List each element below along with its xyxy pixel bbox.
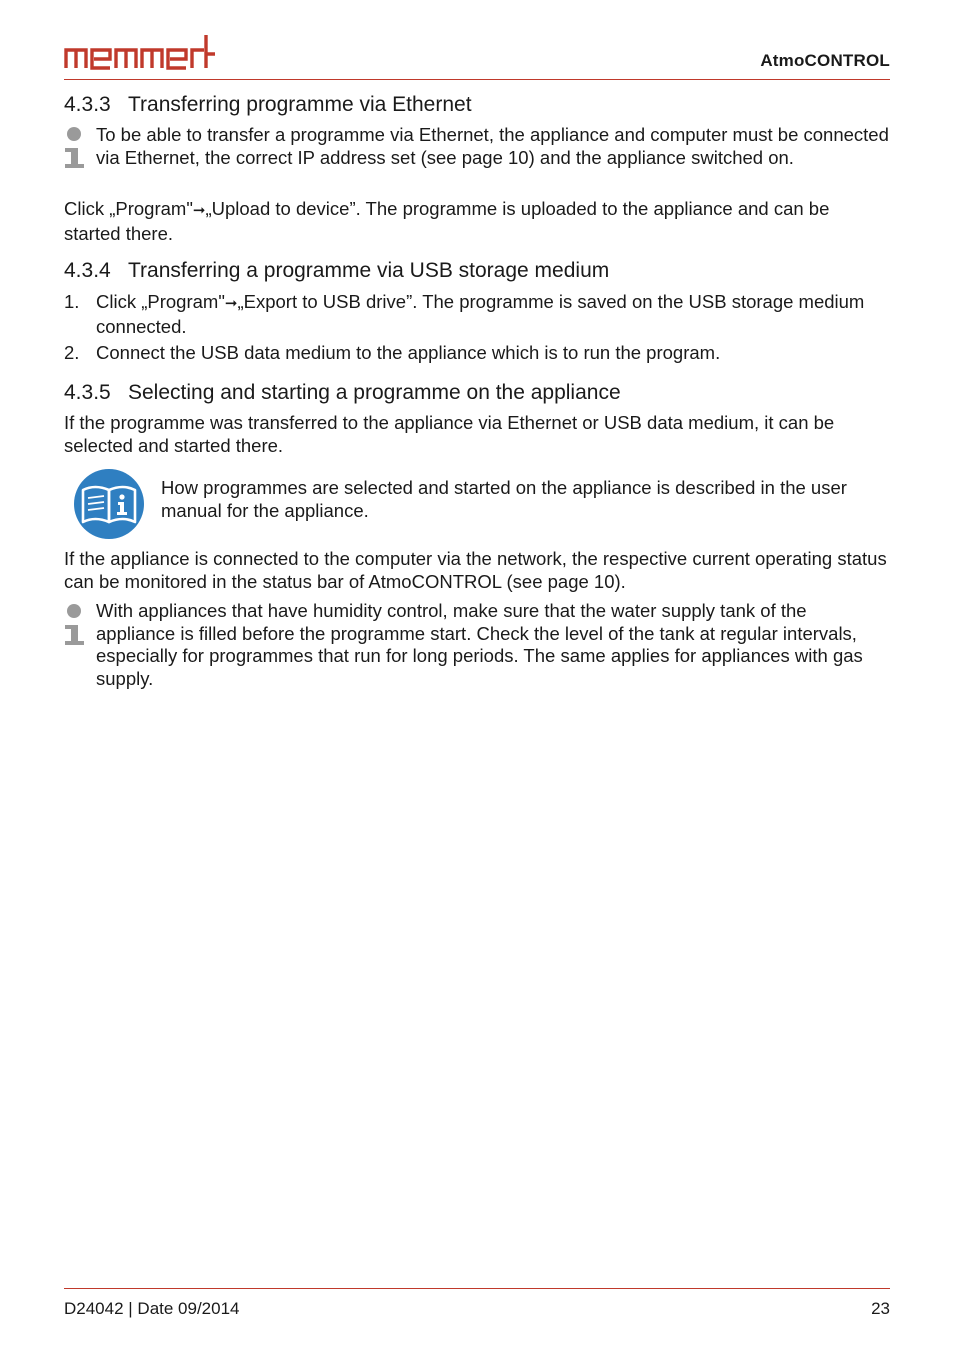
footer-rule xyxy=(64,1288,890,1289)
footer-doc-info: D24042 | Date 09/2014 xyxy=(64,1299,240,1318)
section-number: 4.3.3 xyxy=(64,93,111,116)
section-heading-4-3-5 xyxy=(64,381,621,405)
list-item xyxy=(96,291,890,338)
arrow-right-icon: ➞ xyxy=(224,295,238,312)
section-title: Transferring a programme via USB storage medium xyxy=(128,259,610,282)
ethernet-instructions xyxy=(64,198,890,245)
document-title: AtmoCONTROL xyxy=(760,51,890,70)
step-number: 1. xyxy=(64,291,80,312)
section-heading-4-3-4 xyxy=(64,259,609,283)
manual-book-icon xyxy=(73,468,145,540)
page-number: 23 xyxy=(871,1299,890,1318)
instruction-end: „Upload to device”. The programme is uploaded to the appliance and can be started there. xyxy=(64,198,830,244)
section-title: Transferring programme via Ethernet xyxy=(128,93,472,116)
memmert-logo xyxy=(64,32,216,72)
humidity-note: With appliances that have humidity control, make sure that the water supply tank of the appliance is filled before the programme start. Check the level of the tank at regular intervals, especially for programmes that run for long periods. The same applies for appliances with gas supply. xyxy=(96,600,863,689)
header-rule xyxy=(64,79,890,80)
section-number: 4.3.5 xyxy=(64,381,111,404)
info-icon xyxy=(64,126,90,168)
instruction-start: Click „Program" xyxy=(64,198,193,219)
ethernet-note: To be able to transfer a programme via Ethernet, the appliance and computer must be connected via Ethernet, the correct IP address set (see page 10) and the appliance switched on. xyxy=(96,124,889,168)
list-item: Connect the USB data medium to the appliance which is to run the program. xyxy=(96,342,721,363)
manual-note: How programmes are selected and started on the appliance is described in the user manual for the appliance. xyxy=(161,477,847,521)
section-heading-4-3-3 xyxy=(64,93,472,117)
section-intro: If the programme was transferred to the appliance via Ethernet or USB data medium, it can be selected and started there. xyxy=(64,412,835,456)
section-number: 4.3.4 xyxy=(64,259,111,282)
step-text-end: „Export to USB drive”. The programme is saved on the USB storage medium connected. xyxy=(96,291,865,337)
step-number: 2. xyxy=(64,342,80,363)
status-paragraph: If the appliance is connected to the computer via the network, the respective current operating status can be monitored in the status bar of AtmoCONTROL (see page 10). xyxy=(64,548,887,592)
step-text-start: Click „Program" xyxy=(96,291,225,312)
section-title: Selecting and starting a programme on the appliance xyxy=(128,381,621,404)
arrow-right-icon: ➞ xyxy=(192,202,206,219)
info-icon xyxy=(64,603,90,645)
